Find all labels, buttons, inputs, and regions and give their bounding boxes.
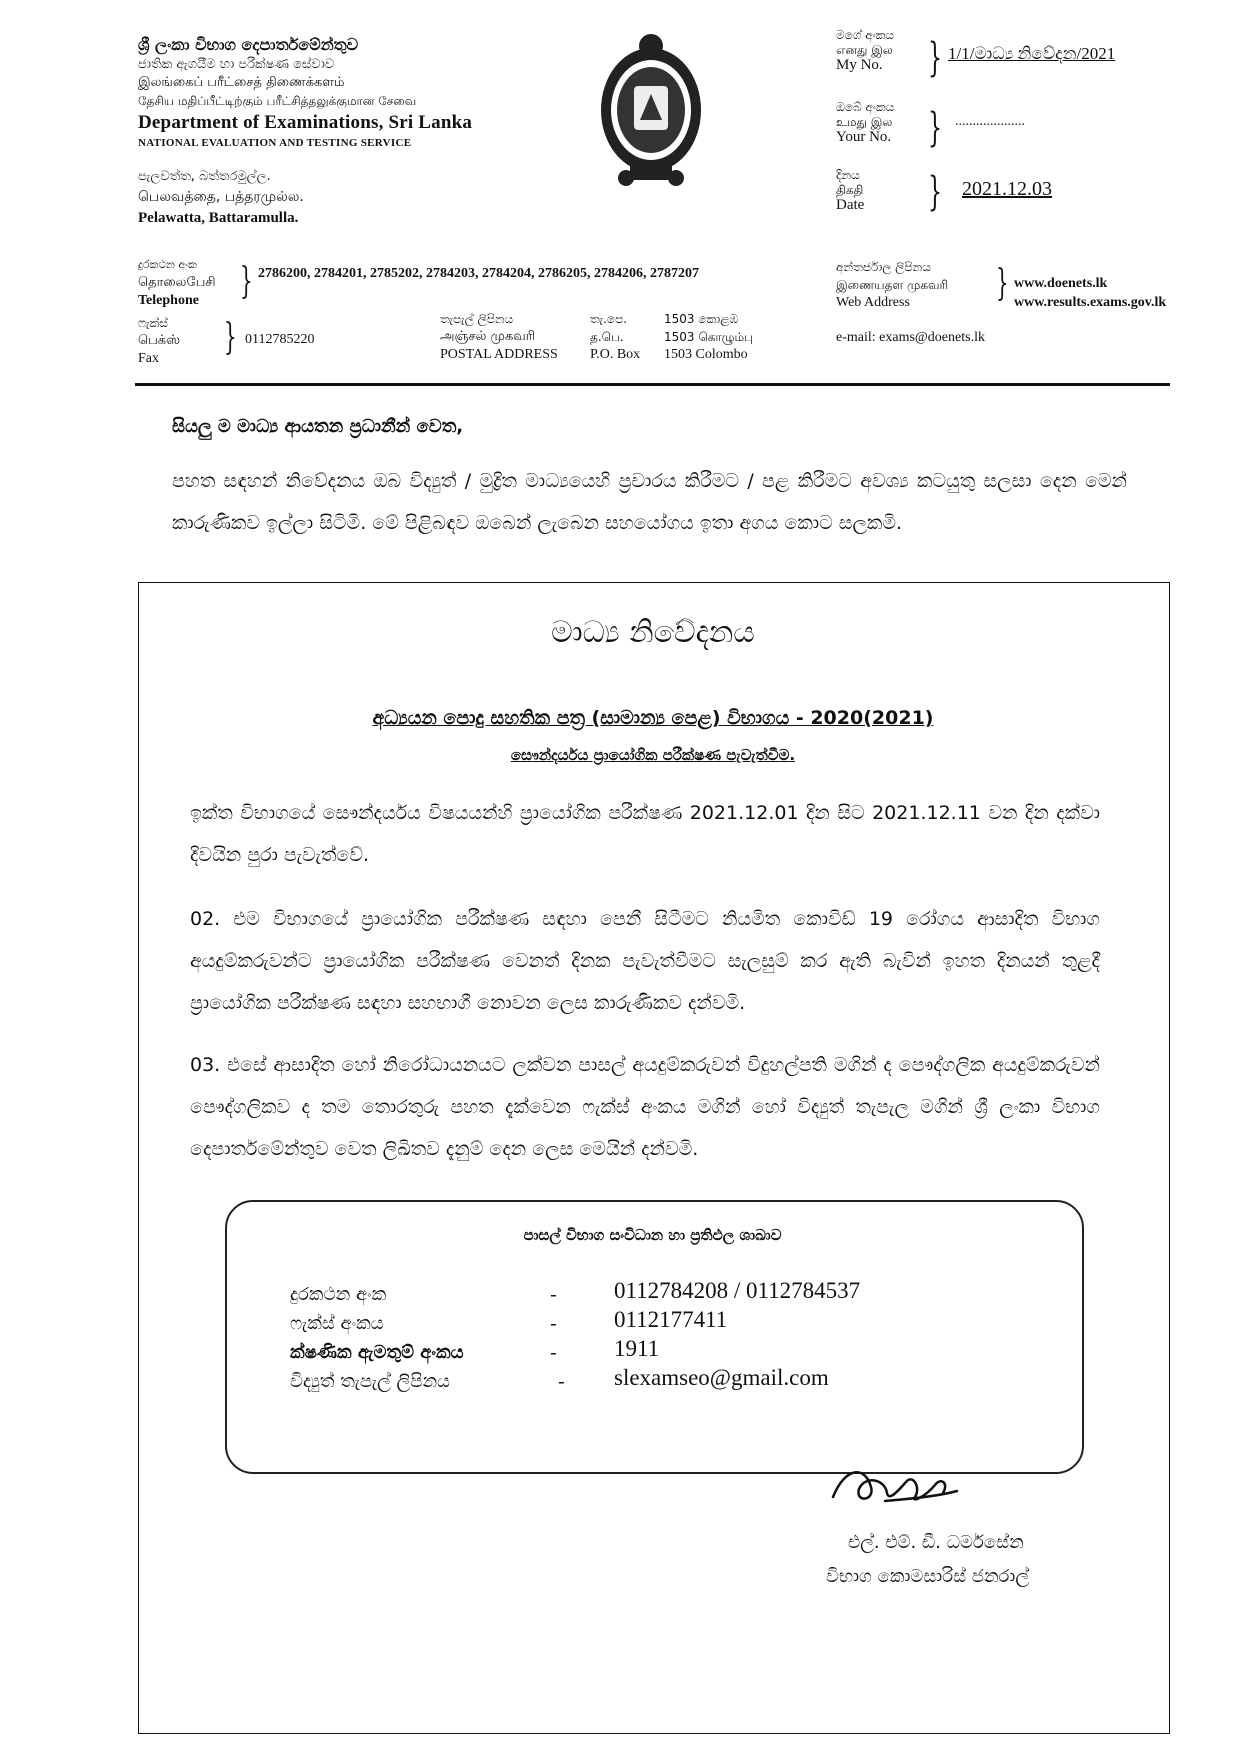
brace: }	[928, 105, 942, 151]
telephone-label: දුරකථන අංක தொலைபேசி Telephone	[138, 258, 216, 308]
my-no-label: මගේ අංකය எனது இல My No.	[836, 28, 895, 73]
contact-value-hotline[interactable]: 1911	[614, 1336, 660, 1361]
brace: }	[224, 317, 237, 358]
contact-label: ක්ෂණික ඇමතුම් අංකය	[290, 1342, 464, 1363]
postal-label: තැපැල් ලිපිනය அஞ்சல் முகவரி POSTAL ADDRESS	[440, 312, 558, 362]
notice-paragraph-3: 03. එසේ ආසාදිත හෝ නිරෝධායනයට ලක්වන පාසල් අයදුම්කරුවන් විදුහල්පති මගින් ද පෞද්ගලික අයදුම්කරුවන් පෞද්ගලිකව ද තම තොරතුරු පහත දැක්වෙන ෆැක්ස් අංකය මගින් හෝ විද්‍යුත් තැපැල මගින් ශ්‍රී ලංකා විභාග දෙපාර්තමේන්තුව වෙත ලිඛිතව දැනුම් දෙන ලෙස මෙයින් දන්වමි.	[190, 1054, 1100, 1160]
letterhead-divider	[135, 383, 1170, 386]
contact-separator: -	[550, 1282, 557, 1306]
contact-separator: -	[550, 1340, 557, 1364]
contact-row-email	[290, 1371, 450, 1392]
web-link-results[interactable]: www.results.exams.gov.lk	[1014, 295, 1167, 310]
date-value: 2021.12.03	[962, 178, 1052, 200]
dept-name-sinhala: ශ්‍රී ලංකා විභාග දෙපාර්තමේන්තුව	[138, 35, 359, 54]
web-link-doenets[interactable]: www.doenets.lk	[1014, 276, 1108, 291]
web-addresses	[1014, 274, 1166, 312]
contact-label: විද්‍යුත් තැපැල් ලිපිනය	[290, 1371, 450, 1392]
notice-title: මාධ්‍ය නිවේදනය	[551, 615, 755, 650]
intro-paragraph: පහත සඳහන් නිවේදනය ඔබ විද්‍යුත් / මුද්‍රිත මාධ්‍යයෙහි ප්‍රචාරය කිරීමට / පළ කිරීමට අවශ්‍ය කටයුතු සලසා දෙන මෙන් කාරුණිකව ඉල්ලා සිටිමි. මේ පිළිබඳව ඔබෙන් ලැබෙන සහයෝගය ඉතා අගය කොට සලකමි.	[172, 470, 1127, 534]
telephone-numbers: 2786200, 2784201, 2785202, 2784203, 2784204, 2786205, 2784206, 2787207	[258, 266, 699, 281]
po-box-city: 1503 කොළඹ 1503 கொழும்பு 1503 Colombo	[664, 312, 754, 362]
address-english: Pelawatta, Battaramulla.	[138, 210, 299, 226]
contact-heading: පාසල් විභාග සංවිධාන හා ප්‍රතිඵල ශාඛාව	[523, 1226, 782, 1244]
notice-paragraph-1: ඉක්ත විභාගයේ සෞන්දර්යය විෂයයන්හි ප්‍රායෝගික පරීක්ෂණ 2021.12.01 දින සිට 2021.12.11 වන දින දක්වා දිවයින පුරා පැවැත්වේ.	[190, 802, 1100, 866]
address-tamil: பெலவத்தை, பத்தரமுல்ல.	[138, 189, 304, 205]
brace: }	[928, 169, 942, 215]
notice-paragraph-2: 02. එම විභාගයේ ප්‍රායෝගික පරීක්ෂණ සඳහා පෙනී සිටීමට නියමිත කොවිඩ් 19 රෝගය ආසාදිත විභාග අයදුම්කරුවන්ට ප්‍රායෝගික පරීක්ෂණ වෙනත් දිනක පැවැත්වීමට සැලසුම් කර ඇති බැවින් ඉහත දිනයන් තුළදී ප්‍රායෝගික පරීක්ෂණ සඳහා සහභාගී නොවන ලෙස කාරුණිකව දන්වමි.	[190, 908, 1100, 1014]
fax-number: 0112785220	[245, 332, 315, 347]
contact-separator: -	[558, 1369, 565, 1393]
contact-label: ෆැක්ස් අංකය	[290, 1313, 384, 1334]
your-no-label: ඔබේ අංකය உமது இல Your No.	[836, 100, 895, 145]
contact-value-telephone[interactable]: 0112784208 / 0112784537	[614, 1278, 861, 1303]
notice-subtitle: සෞන්දර්යය ප්‍රායෝගික පරීක්ෂණ පැවැත්වීම.	[510, 746, 796, 764]
signatory-name: එල්. එම්. ඩී. ධර්මසේන	[848, 1532, 1024, 1553]
web-address-label: අන්තර්ජාල ලිපිනය இணையதள முகவரி Web Address	[836, 260, 949, 310]
salutation: සියලු ම මාධ්‍ය ආයතන ප්‍රධානීන් වෙත,	[172, 416, 464, 437]
sri-lanka-emblem-icon	[590, 28, 712, 186]
your-no-value: ....................	[955, 114, 1025, 129]
contact-row-hotline	[290, 1342, 464, 1363]
po-box-label: තැ.පෙ. த.பெ. P.O. Box	[590, 312, 641, 362]
contact-row-fax	[290, 1313, 384, 1334]
contact-value-email[interactable]: slexamseo@gmail.com	[614, 1365, 829, 1390]
email-address[interactable]: e-mail: exams@doenets.lk	[836, 330, 985, 345]
contact-row-telephone	[290, 1284, 386, 1305]
date-label: දිනය திகதி Date	[836, 168, 865, 213]
signature-image	[825, 1457, 965, 1517]
fax-label: ෆැක්ස් பெக்ஸ் Fax	[138, 316, 181, 366]
contact-value-fax[interactable]: 0112177411	[614, 1307, 728, 1332]
dept-name-english: Department of Examinations, Sri Lanka	[138, 112, 473, 133]
service-name-tamil: தேசிய மதிப்பீட்டிற்கும் பரீட்சித்தலுக்குமான சேவை	[138, 94, 417, 108]
contact-label: දුරකථන අංක	[290, 1284, 387, 1305]
address-sinhala: පැලවත්ත, බත්තරමුල්ල.	[138, 169, 271, 184]
signatory-title: විභාග කොමසාරිස් ජනරාල්	[826, 1566, 1030, 1587]
brace: }	[240, 261, 253, 302]
service-name-english: NATIONAL EVALUATION AND TESTING SERVICE	[138, 137, 412, 149]
my-no-value: 1/1/මාධ්‍ය නිවේදන/2021	[948, 44, 1116, 63]
exam-title: අධ්‍යයන පොදු සහතික පත්‍ර (සාමාන්‍ය පෙළ) විභාගය - 2020(2021)	[372, 707, 934, 729]
brace: }	[928, 35, 942, 81]
service-name-sinhala: ජාතික ඇගයීම හා පරීක්ෂණ සේවාව	[138, 57, 335, 72]
contact-separator: -	[550, 1311, 557, 1335]
brace: }	[996, 263, 1009, 304]
dept-name-tamil: இலங்கைப் பரீட்சைத் திணைக்களம்	[138, 75, 345, 90]
